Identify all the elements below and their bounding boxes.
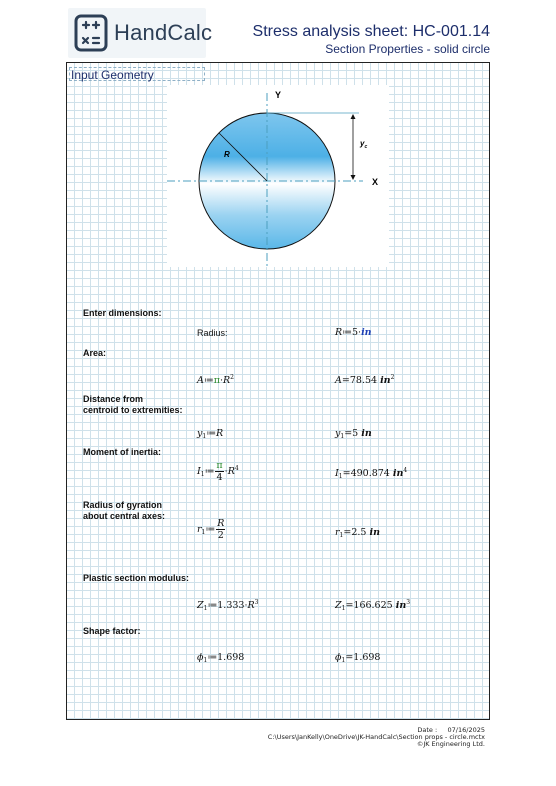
radius-var: R [335,327,343,338]
area-definition[interactable]: $A≔\pi\cdot R^2$ [197,374,234,386]
section-area: Area: [83,348,107,358]
r1-fraction [216,518,225,541]
i1-sub: 1 [200,471,205,478]
subtitle-rest: - solid circle [423,42,490,56]
z1-res-exp: 3 [406,599,411,606]
z1-res-sub: 1 [341,605,346,612]
sheet-subtitle [325,42,490,56]
section-gyration [83,500,165,522]
phi-result: $\phi_1=1.698$ [335,652,381,664]
section-figure [167,85,389,267]
brand-name: HandCalc [114,20,213,45]
axis-x-label: X [372,177,379,187]
dimension-arrow-bottom [351,175,356,180]
distance-line2: centroid to extremities: [83,405,183,415]
z1-definition[interactable]: $Z_1≔1.333\cdot R^3$ [197,599,259,612]
i1-res-exp: 4 [403,467,408,474]
y1-definition[interactable]: $y_1≔R$ [197,428,224,440]
y1-res-unit: in [361,428,372,439]
phi-res-var: ϕ [335,652,342,663]
date-label: Date : [417,726,438,734]
r1-var: r [197,524,202,535]
z1-sub: 1 [203,605,208,612]
i1-definition[interactable]: $I_1≔$ $\frac{\pi}{4}$ $\cdot R^4$ [197,460,239,483]
r1-result: $r_1=2.5$ in [335,527,381,539]
section-plastic: Plastic section modulus: [83,573,190,583]
i1-exp: 4 [234,465,239,472]
y1-res-value: 5 [352,428,359,439]
yc-base: y [360,139,365,148]
footer-copyright: ©JK Engineering Ltd. [416,740,485,748]
z1-coef: 1.333 [217,600,245,611]
area-res-exp: 2 [390,374,395,381]
section-shape: Shape factor: [83,626,141,636]
phi-definition[interactable]: $\phi_1≔1.698$ [197,652,245,664]
footer-path: C:\Users\JanKelly\OneDrive\JK-HandCalc\Section props - circle.mctx [267,733,485,741]
radius-value: 5 [351,327,359,338]
i1-r: R [227,466,235,477]
radius-input-field[interactable]: R≔5·in [335,327,372,338]
r1-definition[interactable]: $r_1≔$ $\frac{R}{2}$ [197,518,225,541]
yc-label [359,139,367,150]
i1-res-var: I [335,468,339,479]
z1-res-unit: in [395,600,407,611]
r1-sub: 1 [201,529,206,536]
r1-num: R [217,518,225,529]
y1-res-sub: 1 [340,433,345,440]
r1-res-unit: in [369,527,381,538]
i1-res-unit: in [392,468,404,479]
area-res-value: 78.54 [349,375,378,386]
i1-res-sub: 1 [338,473,343,480]
z1-res-var: Z [335,600,342,611]
z1-res-value: 166.625 [353,600,393,611]
z1-exp: 3 [254,599,259,606]
gyration-line2: about central axes: [83,511,166,521]
phi-sub: 1 [203,657,208,664]
r1-res-sub: 1 [339,532,344,539]
date-value: 07/16/2025 [447,726,485,734]
area-result: A=78.54 $in^2$ [335,374,395,386]
axis-y-label: Y [275,90,282,100]
r1-res-value: 2.5 [351,527,367,538]
section-dimensions: Enter dimensions: [83,308,162,318]
area-res-var: A [335,375,342,386]
section-distance [83,394,183,416]
z1-r: R [247,600,255,611]
calculator-icon [74,14,110,52]
y1-result: $y_1=5$ in [335,428,372,440]
gyration-line1: Radius of gyration [83,500,163,510]
phi-var: ϕ [197,652,204,663]
phi-res-sub: 1 [341,657,346,664]
r1-res-var: r [335,527,340,538]
circle-section-drawing [167,85,389,267]
area-r: R [222,375,231,386]
area-var: A [197,375,204,386]
y1-rhs: R [216,428,224,439]
y1-sub: 1 [202,433,207,440]
yc-sub: c [364,144,368,150]
area-exp: 2 [230,374,234,381]
i1-res-value: 490.874 [350,468,390,479]
y1-var: y [197,428,203,439]
subtitle-main: Section Properties [325,42,424,56]
i1-fraction [215,460,223,483]
i1-var: I [197,466,201,477]
handcalc-logo [68,8,213,58]
section-inertia: Moment of inertia: [83,447,161,457]
radius-label: R [224,150,230,159]
region-label[interactable]: Input Geometry [69,67,205,81]
sheet-title: Stress analysis sheet: HC-001.14 [252,23,490,40]
worksheet[interactable] [66,62,490,720]
phi-value: 1.698 [217,652,245,663]
z1-var: Z [197,600,204,611]
i1-den: 4 [216,472,223,483]
y1-res-var: y [335,428,341,439]
r1-den: 2 [217,530,224,541]
i1-result: $I_1=490.874$ $in^4$ [335,467,408,480]
i1-num: π [216,460,223,471]
radius-input-label: Radius: [197,328,228,338]
phi-res-value: 1.698 [353,652,381,663]
dimension-arrow-top [351,114,356,119]
distance-line1: Distance from [83,394,144,404]
area-res-unit: in [380,375,391,386]
radius-unit: in [361,327,372,338]
z1-result: $Z_1=166.625$ $in^3$ [335,599,411,612]
area-pi: π [213,375,220,386]
